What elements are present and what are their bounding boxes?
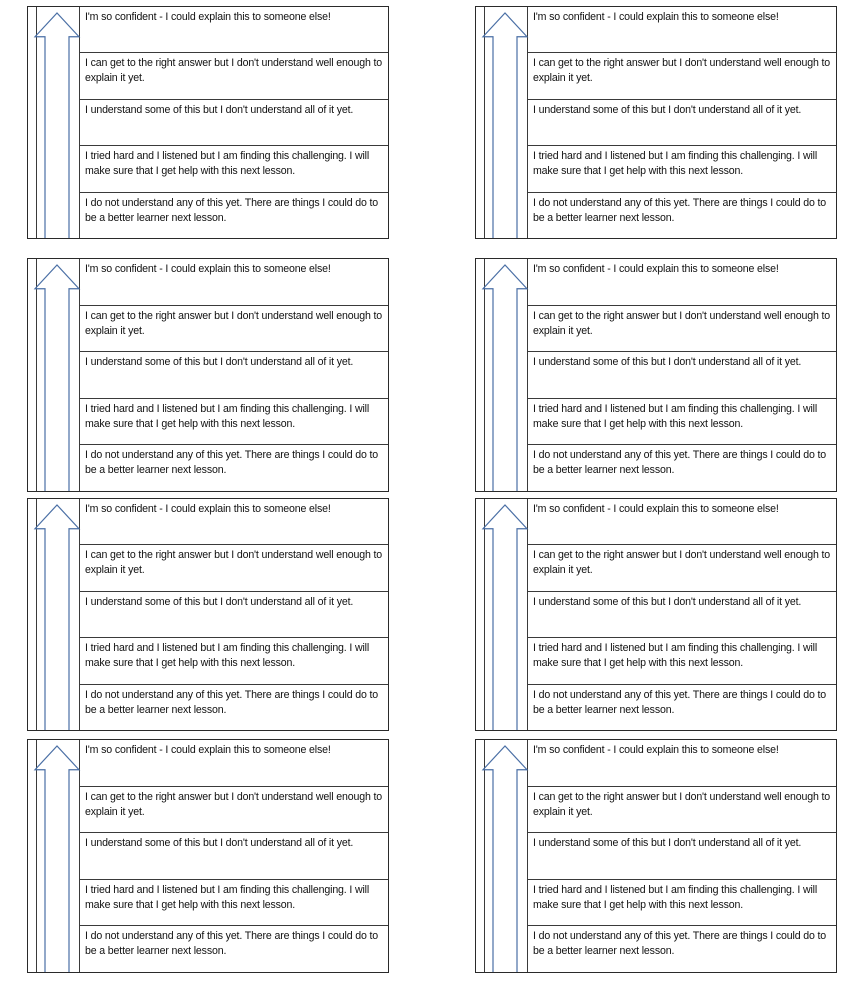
confidence-statement: I do not understand any of this yet. There are things I could do to be a better learner next lesson. <box>533 930 827 958</box>
up-arrow-icon <box>476 740 536 972</box>
confidence-statement: I'm so confident - I could explain this to someone else! <box>528 7 836 53</box>
arrow-column <box>485 259 528 491</box>
arrow-column <box>37 7 80 238</box>
confidence-statement: I understand some of this but I don't understand all of it yet. <box>80 833 388 880</box>
confidence-statement: I can get to the right answer but I don't understand well enough to explain it yet. <box>80 545 388 591</box>
confidence-statement: I'm so confident - I could explain this to someone else! <box>80 499 388 545</box>
confidence-card <box>27 258 389 492</box>
arrow-column <box>485 740 528 972</box>
confidence-statement: I can get to the right answer but I don't understand well enough to explain it yet. <box>528 306 836 353</box>
confidence-statement: I understand some of this but I don't understand all of it yet. <box>528 833 836 880</box>
confidence-statement: I do not understand any of this yet. There are things I could do to be a better learner next lesson. <box>85 930 379 958</box>
confidence-statement: I can get to the right answer but I don't understand well enough to explain it yet. <box>528 545 836 591</box>
confidence-statement: I tried hard and I listened but I am finding this challenging. I will make sure that I get help with this next lesson. <box>80 146 388 192</box>
up-arrow-icon <box>28 499 88 730</box>
confidence-statement: I tried hard and I listened but I am finding this challenging. I will make sure that I get help with this next lesson. <box>80 638 388 684</box>
confidence-statement: I tried hard and I listened but I am finding this challenging. I will make sure that I get help with this next lesson. <box>528 146 836 192</box>
up-arrow-icon <box>28 259 88 491</box>
statement-rows <box>528 7 836 238</box>
confidence-statement: I'm so confident - I could explain this to someone else! <box>528 499 836 545</box>
confidence-statement: I'm so confident - I could explain this to someone else! <box>80 259 388 306</box>
confidence-card <box>27 498 389 731</box>
up-arrow-icon <box>476 7 536 238</box>
statement-rows <box>528 259 836 491</box>
confidence-statement: I can get to the right answer but I don't understand well enough to explain it yet. <box>80 53 388 99</box>
statement-rows <box>528 740 836 972</box>
confidence-statement: I understand some of this but I don't understand all of it yet. <box>528 352 836 399</box>
confidence-statement: I tried hard and I listened but I am finding this challenging. I will make sure that I get help with this next lesson. <box>528 638 836 684</box>
confidence-statement: I'm so confident - I could explain this to someone else! <box>80 7 388 53</box>
confidence-statement: I tried hard and I listened but I am finding this challenging. I will make sure that I get help with this next lesson. <box>80 399 388 446</box>
statement-rows <box>80 740 388 972</box>
statement-rows <box>80 7 388 238</box>
confidence-statement: I understand some of this but I don't understand all of it yet. <box>528 592 836 638</box>
up-arrow-icon <box>476 499 536 730</box>
confidence-statement: I tried hard and I listened but I am finding this challenging. I will make sure that I get help with this next lesson. <box>80 880 388 927</box>
up-arrow-icon <box>476 259 536 491</box>
confidence-card <box>27 739 389 973</box>
confidence-statement: I do not understand any of this yet. There are things I could do to be a better learner next lesson. <box>533 449 827 477</box>
confidence-statement: I can get to the right answer but I don't understand well enough to explain it yet. <box>528 53 836 99</box>
confidence-statement: I understand some of this but I don't understand all of it yet. <box>80 100 388 146</box>
confidence-statement: I tried hard and I listened but I am finding this challenging. I will make sure that I get help with this next lesson. <box>528 880 836 927</box>
confidence-card <box>475 498 837 731</box>
up-arrow-icon <box>28 7 88 238</box>
confidence-card <box>475 6 837 239</box>
confidence-statement: I understand some of this but I don't understand all of it yet. <box>80 352 388 399</box>
arrow-column <box>37 740 80 972</box>
confidence-statement: I understand some of this but I don't understand all of it yet. <box>80 592 388 638</box>
confidence-statement: I do not understand any of this yet. There are things I could do to be a better learner next lesson. <box>85 196 379 224</box>
confidence-card <box>27 6 389 239</box>
arrow-column <box>37 259 80 491</box>
statement-rows <box>80 499 388 730</box>
statement-rows <box>80 259 388 491</box>
confidence-statement: I tried hard and I listened but I am finding this challenging. I will make sure that I get help with this next lesson. <box>528 399 836 446</box>
confidence-statement: I can get to the right answer but I don't understand well enough to explain it yet. <box>80 787 388 834</box>
confidence-statement: I understand some of this but I don't understand all of it yet. <box>528 100 836 146</box>
arrow-column <box>37 499 80 730</box>
confidence-card <box>475 258 837 492</box>
up-arrow-icon <box>28 740 88 972</box>
confidence-statement: I can get to the right answer but I don't understand well enough to explain it yet. <box>528 787 836 834</box>
confidence-statement: I'm so confident - I could explain this to someone else! <box>80 740 388 787</box>
confidence-statement: I do not understand any of this yet. There are things I could do to be a better learner next lesson. <box>533 688 827 716</box>
confidence-statement: I'm so confident - I could explain this to someone else! <box>528 259 836 306</box>
confidence-statement: I do not understand any of this yet. There are things I could do to be a better learner next lesson. <box>533 196 827 224</box>
confidence-statement: I do not understand any of this yet. There are things I could do to be a better learner next lesson. <box>85 449 379 477</box>
confidence-statement: I do not understand any of this yet. There are things I could do to be a better learner next lesson. <box>85 688 379 716</box>
confidence-statement: I can get to the right answer but I don't understand well enough to explain it yet. <box>80 306 388 353</box>
confidence-statement: I'm so confident - I could explain this to someone else! <box>528 740 836 787</box>
statement-rows <box>528 499 836 730</box>
arrow-column <box>485 7 528 238</box>
arrow-column <box>485 499 528 730</box>
confidence-card <box>475 739 837 973</box>
